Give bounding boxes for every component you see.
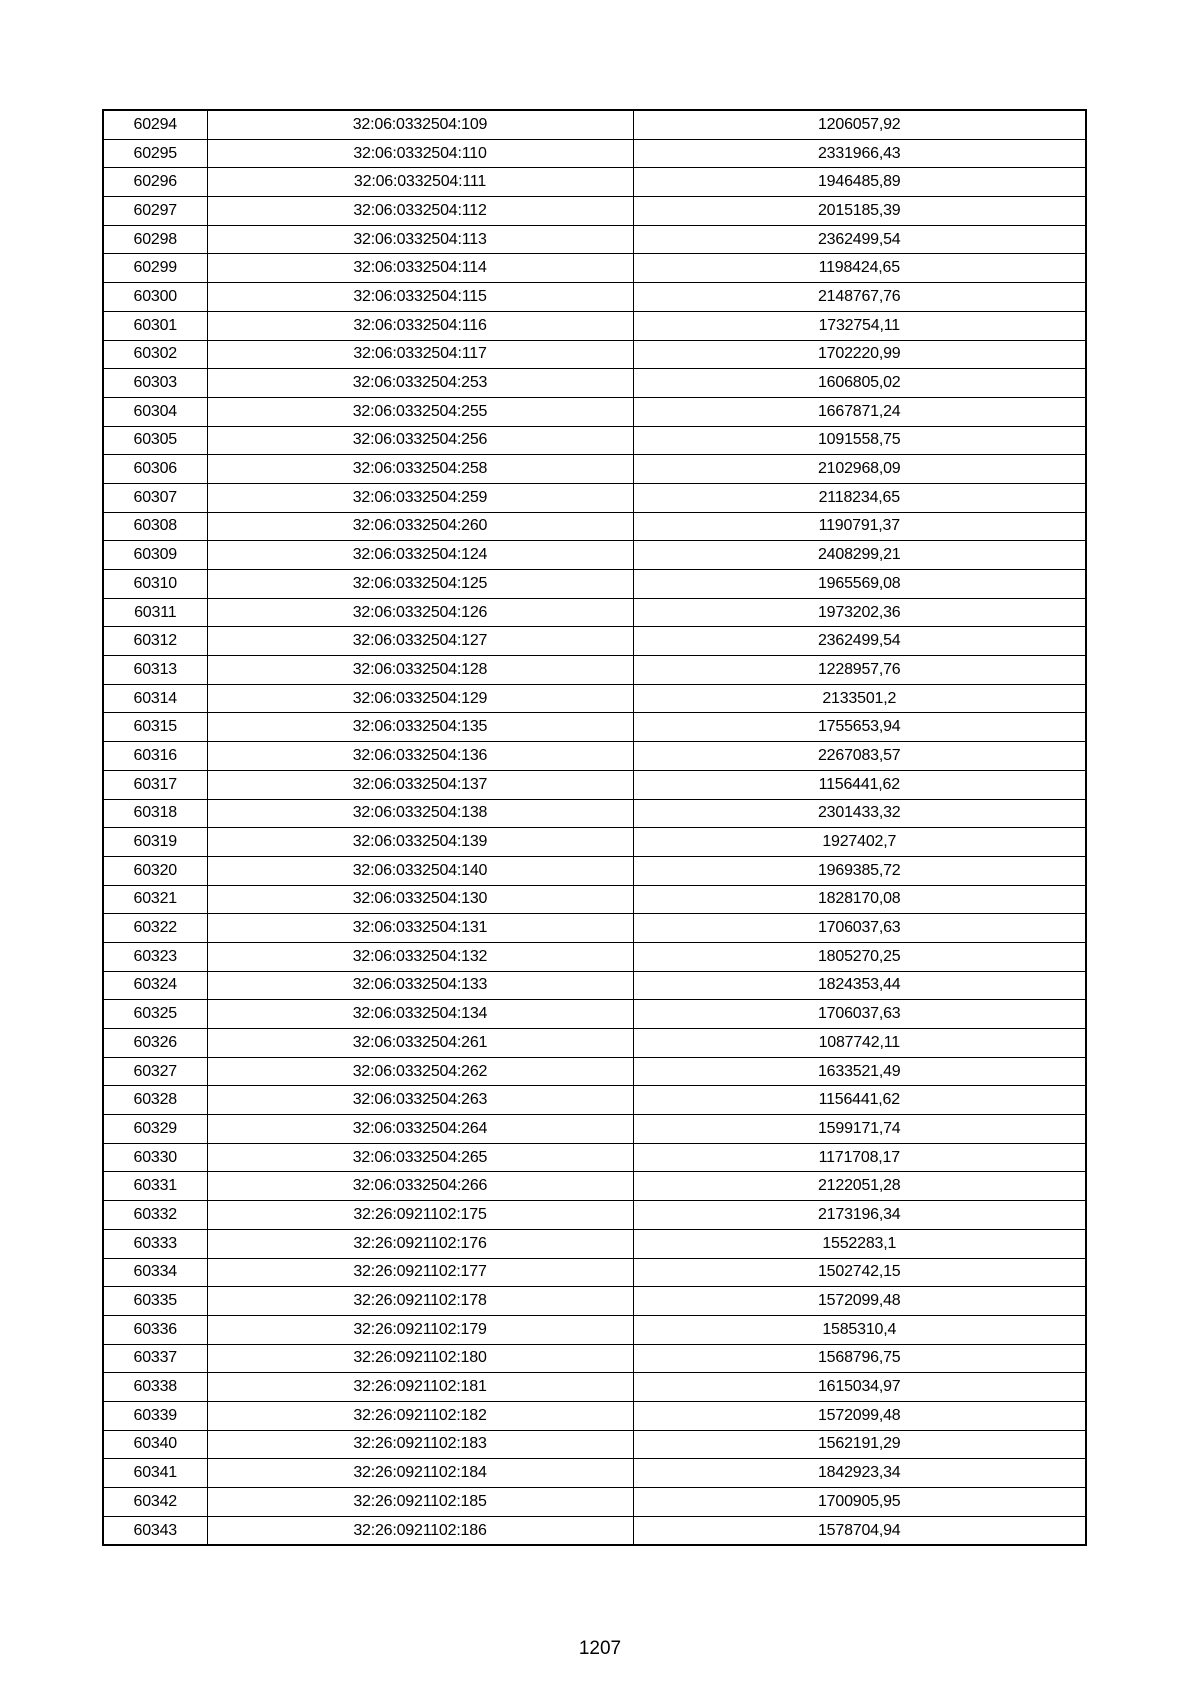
cadastral-number-cell: 32:06:0332504:126 [207,598,633,627]
cadastral-number-cell: 32:06:0332504:258 [207,455,633,484]
row-number-cell: 60323 [103,942,207,971]
cadastral-number-cell: 32:06:0332504:114 [207,254,633,283]
cadastral-value-cell: 2301433,32 [633,799,1086,828]
cadastral-number-cell: 32:06:0332504:125 [207,570,633,599]
row-number-cell: 60298 [103,225,207,254]
cadastral-number-cell: 32:26:0921102:181 [207,1373,633,1402]
cadastral-value-cell: 1585310,4 [633,1315,1086,1344]
table-row [103,1172,1086,1201]
cadastral-value-cell: 1562191,29 [633,1430,1086,1459]
cadastral-number-cell: 32:06:0332504:130 [207,885,633,914]
cadastral-value-cell: 1633521,49 [633,1057,1086,1086]
row-number-cell: 60317 [103,770,207,799]
table-row [103,1344,1086,1373]
cadastral-number-cell: 32:06:0332504:129 [207,684,633,713]
row-number-cell: 60296 [103,168,207,197]
table-row [103,1086,1086,1115]
cadastral-number-cell: 32:06:0332504:139 [207,828,633,857]
cadastral-number-cell: 32:06:0332504:266 [207,1172,633,1201]
cadastral-value-cell: 1156441,62 [633,1086,1086,1115]
row-number-cell: 60333 [103,1229,207,1258]
cadastral-number-cell: 32:26:0921102:183 [207,1430,633,1459]
cadastral-number-cell: 32:26:0921102:178 [207,1287,633,1316]
cadastral-value-cell: 1732754,11 [633,311,1086,340]
cadastral-value-cell: 1702220,99 [633,340,1086,369]
cadastral-number-cell: 32:06:0332504:255 [207,397,633,426]
cadastral-number-cell: 32:26:0921102:182 [207,1401,633,1430]
row-number-cell: 60342 [103,1488,207,1517]
cadastral-number-cell: 32:06:0332504:140 [207,856,633,885]
cadastral-number-cell: 32:06:0332504:259 [207,483,633,512]
row-number-cell: 60313 [103,656,207,685]
cadastral-number-cell: 32:06:0332504:136 [207,742,633,771]
cadastral-number-cell: 32:06:0332504:134 [207,1000,633,1029]
row-number-cell: 60334 [103,1258,207,1287]
row-number-cell: 60315 [103,713,207,742]
row-number-cell: 60335 [103,1287,207,1316]
table-row [103,512,1086,541]
row-number-cell: 60341 [103,1459,207,1488]
cadastral-number-cell: 32:26:0921102:179 [207,1315,633,1344]
cadastral-number-cell: 32:06:0332504:263 [207,1086,633,1115]
cadastral-value-cell: 1706037,63 [633,1000,1086,1029]
row-number-cell: 60319 [103,828,207,857]
row-number-cell: 60318 [103,799,207,828]
cadastral-value-cell: 1667871,24 [633,397,1086,426]
cadastral-number-cell: 32:06:0332504:117 [207,340,633,369]
cadastral-value-cell: 1755653,94 [633,713,1086,742]
cadastral-number-cell: 32:06:0332504:111 [207,168,633,197]
row-number-cell: 60303 [103,369,207,398]
row-number-cell: 60299 [103,254,207,283]
cadastral-value-cell: 1091558,75 [633,426,1086,455]
row-number-cell: 60311 [103,598,207,627]
row-number-cell: 60314 [103,684,207,713]
cadastral-number-cell: 32:26:0921102:175 [207,1201,633,1230]
cadastral-value-cell: 1087742,11 [633,1029,1086,1058]
table-row [103,1229,1086,1258]
cadastral-value-cell: 2102968,09 [633,455,1086,484]
cadastral-value-cell: 1969385,72 [633,856,1086,885]
cadastral-number-cell: 32:06:0332504:124 [207,541,633,570]
row-number-cell: 60340 [103,1430,207,1459]
row-number-cell: 60312 [103,627,207,656]
row-number-cell: 60325 [103,1000,207,1029]
table-row [103,197,1086,226]
table-row [103,1459,1086,1488]
table-row [103,1287,1086,1316]
row-number-cell: 60321 [103,885,207,914]
cadastral-value-cell: 2362499,54 [633,627,1086,656]
cadastral-value-cell: 2331966,43 [633,139,1086,168]
table-row [103,483,1086,512]
table-row [103,828,1086,857]
row-number-cell: 60330 [103,1143,207,1172]
table-row [103,684,1086,713]
row-number-cell: 60306 [103,455,207,484]
cadastral-number-cell: 32:06:0332504:116 [207,311,633,340]
table-row [103,713,1086,742]
table-row [103,1029,1086,1058]
row-number-cell: 60320 [103,856,207,885]
row-number-cell: 60336 [103,1315,207,1344]
cadastral-value-cell: 2122051,28 [633,1172,1086,1201]
table-row [103,369,1086,398]
row-number-cell: 60337 [103,1344,207,1373]
cadastral-value-cell: 2408299,21 [633,541,1086,570]
cadastral-value-cell: 1572099,48 [633,1401,1086,1430]
table-row [103,168,1086,197]
row-number-cell: 60339 [103,1401,207,1430]
cadastral-number-cell: 32:26:0921102:177 [207,1258,633,1287]
row-number-cell: 60343 [103,1516,207,1545]
row-number-cell: 60310 [103,570,207,599]
cadastral-number-cell: 32:26:0921102:184 [207,1459,633,1488]
cadastral-value-cell: 1171708,17 [633,1143,1086,1172]
table-row [103,397,1086,426]
row-number-cell: 60328 [103,1086,207,1115]
table-row [103,1373,1086,1402]
cadastral-number-cell: 32:26:0921102:176 [207,1229,633,1258]
cadastral-value-cell: 1606805,02 [633,369,1086,398]
cadastral-number-cell: 32:06:0332504:131 [207,914,633,943]
cadastral-value-cell: 1615034,97 [633,1373,1086,1402]
cadastral-value-cell: 1599171,74 [633,1115,1086,1144]
cadastral-value-cell: 1502742,15 [633,1258,1086,1287]
table-row [103,627,1086,656]
row-number-cell: 60322 [103,914,207,943]
cadastral-value-cell: 1198424,65 [633,254,1086,283]
table-row [103,914,1086,943]
cadastral-value-cell: 1973202,36 [633,598,1086,627]
row-number-cell: 60300 [103,283,207,312]
cadastral-number-cell: 32:26:0921102:185 [207,1488,633,1517]
cadastral-value-cell: 2118234,65 [633,483,1086,512]
cadastral-number-cell: 32:06:0332504:260 [207,512,633,541]
cadastral-number-cell: 32:06:0332504:133 [207,971,633,1000]
row-number-cell: 60305 [103,426,207,455]
cadastral-value-cell: 2173196,34 [633,1201,1086,1230]
cadastral-value-cell: 1568796,75 [633,1344,1086,1373]
table-row [103,340,1086,369]
table-row [103,598,1086,627]
table-row [103,885,1086,914]
cadastral-value-cell: 1156441,62 [633,770,1086,799]
table-body [103,110,1086,1545]
table-row [103,1057,1086,1086]
row-number-cell: 60332 [103,1201,207,1230]
cadastral-number-cell: 32:06:0332504:262 [207,1057,633,1086]
table-row [103,742,1086,771]
row-number-cell: 60309 [103,541,207,570]
cadastral-number-cell: 32:06:0332504:135 [207,713,633,742]
cadastral-number-cell: 32:06:0332504:253 [207,369,633,398]
cadastral-number-cell: 32:06:0332504:113 [207,225,633,254]
cadastral-value-cell: 2148767,76 [633,283,1086,312]
cadastral-number-cell: 32:06:0332504:112 [207,197,633,226]
cadastral-value-cell: 1228957,76 [633,656,1086,685]
cadastral-value-table [102,109,1087,1546]
table-row [103,225,1086,254]
table-row [103,1201,1086,1230]
cadastral-number-cell: 32:06:0332504:127 [207,627,633,656]
cadastral-value-cell: 1706037,63 [633,914,1086,943]
cadastral-value-cell: 1965569,08 [633,570,1086,599]
row-number-cell: 60301 [103,311,207,340]
row-number-cell: 60331 [103,1172,207,1201]
cadastral-number-cell: 32:06:0332504:261 [207,1029,633,1058]
table-row [103,426,1086,455]
table-row [103,541,1086,570]
cadastral-number-cell: 32:06:0332504:115 [207,283,633,312]
cadastral-number-cell: 32:06:0332504:256 [207,426,633,455]
table-row [103,1115,1086,1144]
cadastral-value-cell: 1824353,44 [633,971,1086,1000]
cadastral-value-cell: 1805270,25 [633,942,1086,971]
table-row [103,1430,1086,1459]
cadastral-value-cell: 2133501,2 [633,684,1086,713]
cadastral-number-cell: 32:06:0332504:128 [207,656,633,685]
table-row [103,1000,1086,1029]
row-number-cell: 60307 [103,483,207,512]
cadastral-value-cell: 1578704,94 [633,1516,1086,1545]
cadastral-number-cell: 32:06:0332504:109 [207,110,633,139]
cadastral-number-cell: 32:26:0921102:180 [207,1344,633,1373]
table-row [103,971,1086,1000]
table-row [103,139,1086,168]
cadastral-value-cell: 1946485,89 [633,168,1086,197]
table-row [103,311,1086,340]
row-number-cell: 60297 [103,197,207,226]
cadastral-value-cell: 1206057,92 [633,110,1086,139]
table-row [103,1143,1086,1172]
cadastral-value-cell: 1552283,1 [633,1229,1086,1258]
row-number-cell: 60295 [103,139,207,168]
cadastral-value-cell: 1572099,48 [633,1287,1086,1316]
table-row [103,455,1086,484]
cadastral-number-cell: 32:06:0332504:132 [207,942,633,971]
row-number-cell: 60338 [103,1373,207,1402]
table-row [103,1401,1086,1430]
row-number-cell: 60327 [103,1057,207,1086]
row-number-cell: 60302 [103,340,207,369]
cadastral-number-cell: 32:06:0332504:137 [207,770,633,799]
row-number-cell: 60324 [103,971,207,1000]
row-number-cell: 60294 [103,110,207,139]
cadastral-value-cell: 1190791,37 [633,512,1086,541]
table-row [103,656,1086,685]
table-row [103,110,1086,139]
table-row [103,1258,1086,1287]
table-row [103,942,1086,971]
table-row [103,570,1086,599]
table-row [103,1488,1086,1517]
table-row [103,770,1086,799]
cadastral-value-cell: 2015185,39 [633,197,1086,226]
page-number: 1207 [578,1638,622,1659]
cadastral-number-cell: 32:06:0332504:265 [207,1143,633,1172]
table-row [103,1315,1086,1344]
table-row [103,283,1086,312]
cadastral-value-cell: 1927402,7 [633,828,1086,857]
cadastral-number-cell: 32:06:0332504:138 [207,799,633,828]
row-number-cell: 60316 [103,742,207,771]
table-row [103,254,1086,283]
table-row [103,799,1086,828]
cadastral-value-cell: 1700905,95 [633,1488,1086,1517]
cadastral-value-cell: 2362499,54 [633,225,1086,254]
table-row [103,856,1086,885]
cadastral-number-cell: 32:26:0921102:186 [207,1516,633,1545]
cadastral-value-cell: 1828170,08 [633,885,1086,914]
row-number-cell: 60308 [103,512,207,541]
cadastral-number-cell: 32:06:0332504:110 [207,139,633,168]
cadastral-number-cell: 32:06:0332504:264 [207,1115,633,1144]
row-number-cell: 60329 [103,1115,207,1144]
cadastral-value-cell: 2267083,57 [633,742,1086,771]
row-number-cell: 60304 [103,397,207,426]
row-number-cell: 60326 [103,1029,207,1058]
table-row [103,1516,1086,1545]
cadastral-value-cell: 1842923,34 [633,1459,1086,1488]
